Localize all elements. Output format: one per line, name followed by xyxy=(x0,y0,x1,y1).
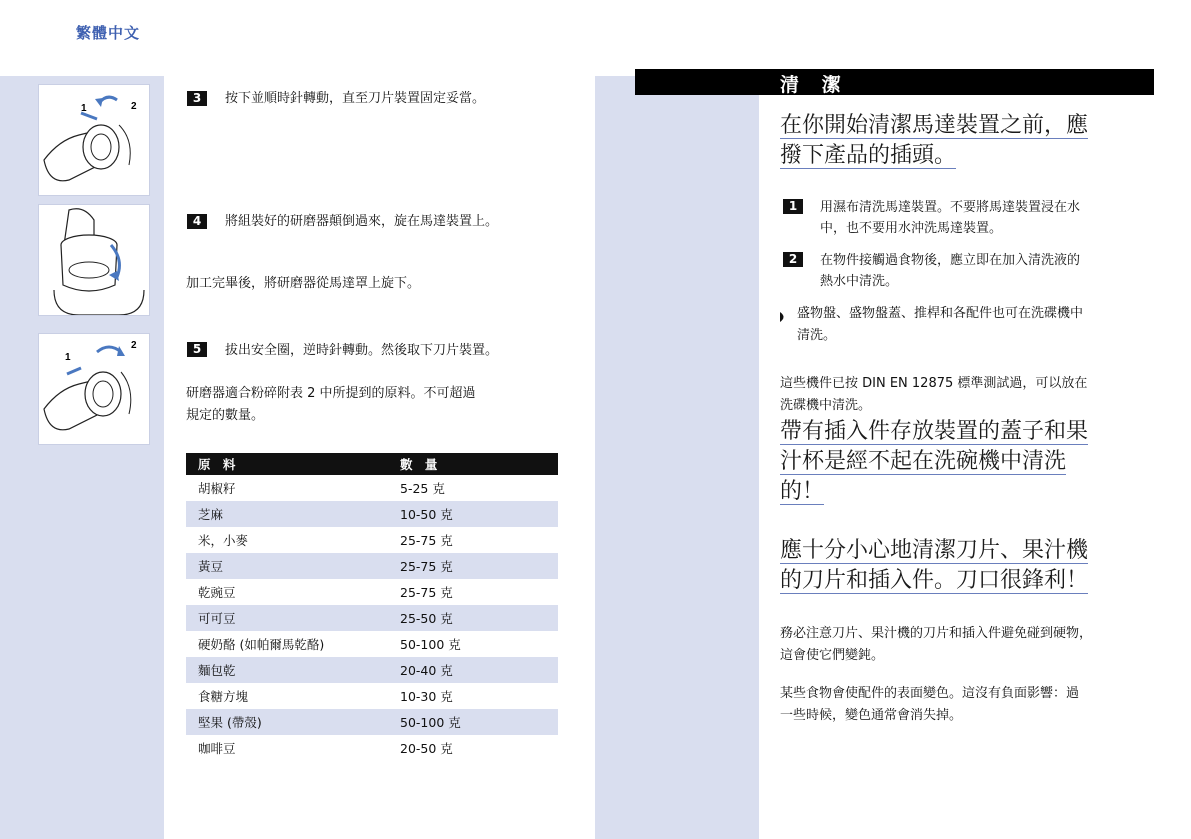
cleaning-step-1-line-2: 中，也不要用水沖洗馬達裝置。 xyxy=(820,221,1003,236)
illustration-step-4 xyxy=(38,204,150,316)
illustration-step-5 xyxy=(38,333,150,445)
warning-dishwasher-line-3: 的！ xyxy=(780,479,825,504)
bullet-icon xyxy=(779,308,787,320)
quantity-cell: 50-100 克 xyxy=(400,637,461,652)
language-label: 繁體中文 xyxy=(76,24,141,42)
ingredient-cell: 可可豆 xyxy=(186,605,388,631)
care-note-line-1: 務必注意刀片、果汁機的刀片和插入件避免碰到硬物， xyxy=(780,626,1093,641)
ingredient-cell: 食糖方塊 xyxy=(198,689,249,704)
ingredient-cell: 黃豆 xyxy=(186,553,388,579)
quantity-cell: 10-50 克 xyxy=(388,501,558,527)
ingredient-cell: 麵包乾 xyxy=(186,657,388,683)
label-2: 2 xyxy=(131,340,137,351)
label-1: 1 xyxy=(81,103,87,114)
quantity-cell: 25-75 克 xyxy=(400,585,453,600)
discolor-note-line-2: 一些時候，變色通常會消失掉。 xyxy=(780,708,963,723)
table-row xyxy=(186,527,558,553)
step-3-text: 按下並順時針轉動，直至刀片裝置固定妥當。 xyxy=(225,91,486,106)
step-number-3: 3 xyxy=(187,91,207,106)
din-note-line-1: 這些機件已按 DIN EN 12875 標準測試過，可以放在 xyxy=(780,376,1088,391)
section-title-bar xyxy=(635,69,1154,95)
ingredient-cell: 硬奶酪 (如帕爾馬乾酪) xyxy=(198,637,325,652)
warning-sharp-line-1: 應十分小心地清潔刀片、果汁機 xyxy=(780,538,1089,563)
quantity-cell: 20-50 克 xyxy=(400,741,453,756)
quantity-cell: 25-50 克 xyxy=(388,605,558,631)
section-title: 清 潔 xyxy=(780,74,849,96)
step-number-5: 5 xyxy=(187,342,207,357)
table-row xyxy=(186,475,558,501)
ingredient-cell: 胡椒籽 xyxy=(198,481,236,496)
cleaning-step-2-line-1: 在物件接觸過食物後，應立即在加入清洗液的 xyxy=(820,253,1081,268)
warning-unplug xyxy=(780,111,1088,171)
ingredient-cell: 乾豌豆 xyxy=(198,585,236,600)
cleaning-step-1-line-1: 用濕布清洗馬達裝置。不要將馬達裝置浸在水 xyxy=(820,200,1081,215)
warning-dishwasher-line-1: 帶有插入件存放裝置的蓋子和果 xyxy=(780,419,1089,444)
dishwasher-bullet-line-2: 清洗。 xyxy=(797,328,837,343)
cleaning-step-number-2: 2 xyxy=(783,252,803,267)
table-row xyxy=(186,579,558,605)
table-row xyxy=(186,631,558,657)
din-note-line-2: 洗碟機中清洗。 xyxy=(780,398,872,413)
warning-dishwasher xyxy=(780,417,1088,507)
table-row xyxy=(186,657,558,683)
ingredient-cell: 芝麻 xyxy=(186,501,388,527)
table-row xyxy=(186,553,558,579)
table-header-row xyxy=(186,453,558,475)
dishwasher-bullet-line-1: 盛物盤、盛物盤蓋、推桿和各配件也可在洗碟機中 xyxy=(797,306,1084,321)
warning-unplug-line-2: 撥下產品的插頭。 xyxy=(780,143,957,168)
warning-sharp-blades xyxy=(780,536,1088,596)
discolor-note-line-1: 某些食物會使配件的表面變色。這沒有負面影響：過 xyxy=(780,686,1080,701)
column-header-ingredient: 原 料 xyxy=(186,453,388,475)
grinder-assembly-icon xyxy=(39,205,149,315)
warning-dishwasher-line-2: 汁杯是經不起在洗碗機中清洗 xyxy=(780,449,1067,474)
note-after-step-4: 加工完畢後，將研磨器從馬達罩上旋下。 xyxy=(186,276,421,291)
quantity-cell: 20-40 克 xyxy=(388,657,558,683)
table-row xyxy=(186,501,558,527)
hand-remove-ring-icon xyxy=(39,334,149,444)
table-row xyxy=(186,735,558,761)
illustration-step-3 xyxy=(38,84,150,196)
label-1: 1 xyxy=(65,352,71,363)
ingredient-cell: 咖啡豆 xyxy=(198,741,236,756)
grinder-note-line-2: 規定的數量。 xyxy=(186,408,265,423)
table-row xyxy=(186,683,558,709)
step-number-4: 4 xyxy=(187,214,207,229)
ingredients-table xyxy=(186,453,558,761)
table-row xyxy=(186,709,558,735)
ingredient-cell: 堅果 (帶殼) xyxy=(186,709,388,735)
quantity-cell: 10-30 克 xyxy=(400,689,453,704)
quantity-cell: 25-75 克 xyxy=(388,553,558,579)
ingredient-cell: 米，小麥 xyxy=(198,533,249,548)
step-5-text: 拔出安全圈，逆時針轉動。然後取下刀片裝置。 xyxy=(225,343,499,358)
warning-sharp-line-2: 的刀片和插入件。刀口很鋒利！ xyxy=(780,568,1089,593)
cleaning-step-2-line-2: 熱水中清洗。 xyxy=(820,274,899,289)
step-4-text: 將組裝好的研磨器顛倒過來，旋在馬達裝置上。 xyxy=(225,214,499,229)
quantity-cell: 5-25 克 xyxy=(400,481,445,496)
hand-rotate-blade-icon xyxy=(39,85,149,195)
grinder-note-line-1: 研磨器適合粉碎附表 2 中所提到的原料。不可超過 xyxy=(186,386,476,401)
care-note-line-2: 這會使它們變鈍。 xyxy=(780,648,885,663)
cleaning-step-number-1: 1 xyxy=(783,199,803,214)
table-row xyxy=(186,605,558,631)
right-margin-band xyxy=(595,76,759,839)
warning-unplug-line-1: 在你開始清潔馬達裝置之前，應 xyxy=(780,113,1089,138)
label-2: 2 xyxy=(131,101,137,112)
quantity-cell: 50-100 克 xyxy=(388,709,558,735)
column-header-quantity: 數 量 xyxy=(388,453,558,475)
quantity-cell: 25-75 克 xyxy=(400,533,453,548)
